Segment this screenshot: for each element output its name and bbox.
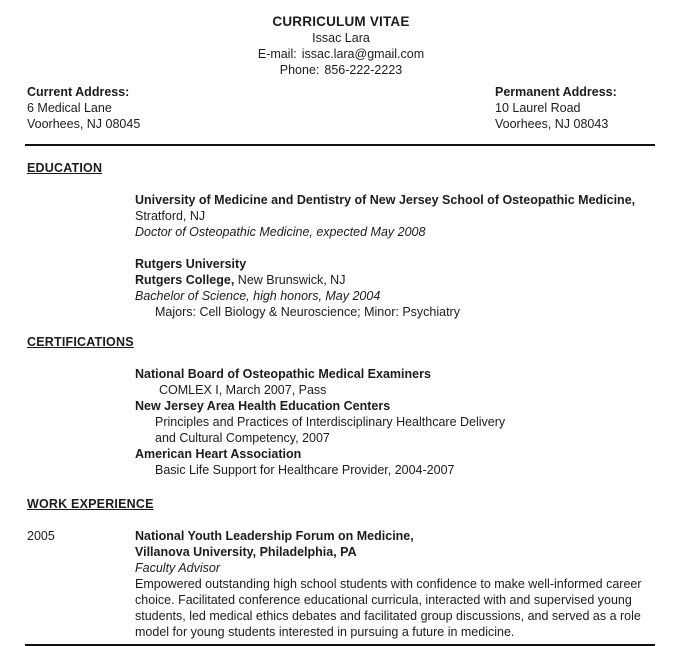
certifications-section bbox=[27, 334, 655, 478]
current-address-block bbox=[27, 84, 140, 132]
phone-value: 856-222-2223 bbox=[324, 63, 403, 77]
current-address-street: 6 Medical Lane bbox=[27, 101, 112, 115]
permanent-address-block bbox=[495, 84, 655, 132]
work-experience-section bbox=[27, 496, 655, 640]
page-title: CURRICULUM VITAE bbox=[272, 14, 410, 29]
work-organization: National Youth Leadership Forum on Medicine, bbox=[135, 529, 414, 543]
permanent-address-city: Voorhees, NJ 08043 bbox=[495, 117, 609, 131]
certifications-content bbox=[135, 366, 655, 478]
certification-detail: COMLEX I, March 2007, Pass bbox=[159, 383, 327, 397]
email-line bbox=[27, 46, 655, 62]
institution-location: Stratford, NJ bbox=[135, 193, 639, 223]
work-institution: Villanova University, Philadelphia, PA bbox=[135, 545, 357, 559]
email-value: issac.lara@gmail.com bbox=[301, 47, 425, 61]
degree-line: Bachelor of Science, high honors, May 2004 bbox=[135, 289, 381, 303]
phone-line bbox=[27, 62, 655, 78]
certification-org: National Board of Osteopathic Medical Examiners bbox=[135, 367, 431, 381]
permanent-address-street: 10 Laurel Road bbox=[495, 101, 581, 115]
header-divider bbox=[25, 144, 655, 146]
education-entry bbox=[135, 272, 655, 288]
university-name: Rutgers University bbox=[135, 257, 247, 271]
education-entry bbox=[135, 192, 655, 224]
education-content bbox=[135, 192, 655, 320]
degree-line: Doctor of Osteopathic Medicine, expected May 2008 bbox=[135, 225, 426, 239]
permanent-address-label: Permanent Address: bbox=[495, 85, 617, 99]
current-address-city: Voorhees, NJ 08045 bbox=[27, 117, 141, 131]
work-role: Faculty Advisor bbox=[135, 561, 220, 575]
work-details bbox=[135, 528, 655, 640]
current-address-label: Current Address: bbox=[27, 85, 130, 99]
institution-name: University of Medicine and Dentistry of New Jersey School of Osteopathic Medicine, bbox=[135, 193, 636, 207]
certification-detail: and Cultural Competency, 2007 bbox=[155, 431, 330, 445]
cv-header bbox=[27, 13, 655, 78]
work-description: Empowered outstanding high school students with confidence to make well-informed career choice. Facilitated conference educational curricula, interacted with and supervised young students, led medical ethics debates and facilitated group discussions, and served as a role model for young students interested in pursuing a future in medicine. bbox=[135, 577, 646, 639]
certification-org: New Jersey Area Health Education Centers bbox=[135, 399, 391, 413]
email-label: E-mail: bbox=[257, 47, 297, 61]
work-experience-entry bbox=[27, 528, 655, 640]
majors-line: Majors: Cell Biology & Neuroscience; Minor: Psychiatry bbox=[155, 305, 460, 319]
work-year: 2005 bbox=[27, 529, 55, 543]
work-experience-heading: WORK EXPERIENCE bbox=[27, 497, 154, 511]
certification-detail: Principles and Practices of Interdisciplinary Healthcare Delivery bbox=[155, 415, 506, 429]
college-location: New Brunswick, NJ bbox=[234, 273, 346, 287]
person-name: Issac Lara bbox=[312, 31, 370, 45]
certification-detail: Basic Life Support for Healthcare Provider, 2004-2007 bbox=[155, 463, 455, 477]
certifications-heading: CERTIFICATIONS bbox=[27, 335, 134, 349]
education-heading: EDUCATION bbox=[27, 161, 103, 175]
education-section bbox=[27, 160, 655, 320]
certification-org: American Heart Association bbox=[135, 447, 302, 461]
address-row bbox=[27, 84, 655, 132]
phone-label: Phone: bbox=[279, 63, 320, 77]
college-name: Rutgers College, bbox=[135, 273, 235, 287]
